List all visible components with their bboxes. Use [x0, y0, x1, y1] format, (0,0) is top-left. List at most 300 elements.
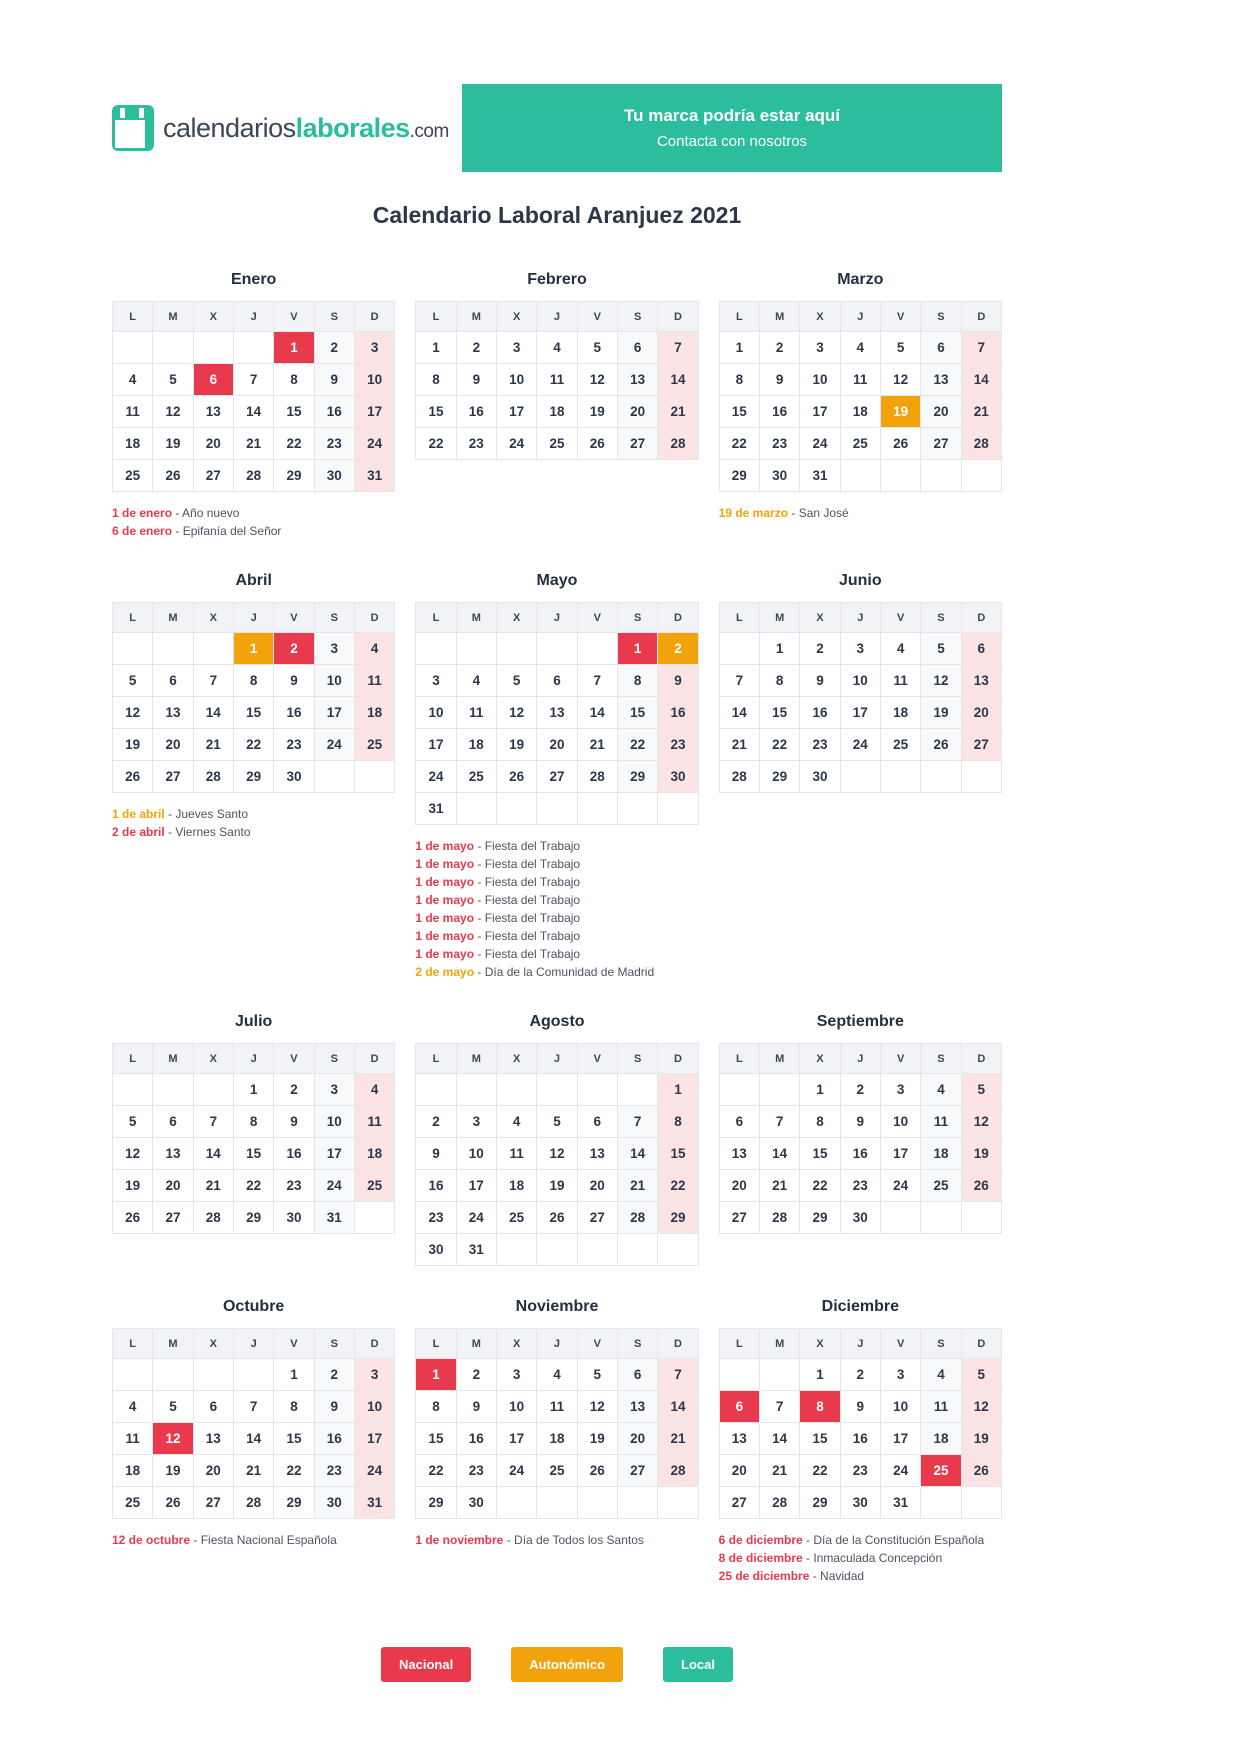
- day-cell-septiembre-26: 26: [961, 1170, 1001, 1202]
- day-cell-enero-7: 7: [233, 364, 273, 396]
- day-cell-enero-24: 24: [354, 428, 394, 460]
- day-cell-junio-23: 23: [800, 729, 840, 761]
- holiday-date: 1 de mayo: [415, 839, 475, 853]
- day-cell-mayo-22: 22: [617, 729, 657, 761]
- day-cell-julio-15: 15: [233, 1138, 273, 1170]
- holiday-date: 2 de abril: [112, 825, 165, 839]
- day-cell-febrero-1: 1: [416, 332, 456, 364]
- day-cell-diciembre-20: 20: [719, 1455, 759, 1487]
- day-cell-abril-11: 11: [354, 665, 394, 697]
- day-cell-empty: [961, 1202, 1001, 1234]
- weekday-header: X: [193, 603, 233, 633]
- day-cell-octubre-13: 13: [193, 1423, 233, 1455]
- day-cell-febrero-27: 27: [617, 428, 657, 460]
- day-cell-mayo-21: 21: [577, 729, 617, 761]
- day-cell-marzo-4: 4: [840, 332, 880, 364]
- day-cell-agosto-31: 31: [456, 1234, 496, 1266]
- weekday-header: J: [840, 603, 880, 633]
- holiday-note: 12 de octubre - Fiesta Nacional Española: [112, 1533, 337, 1547]
- day-cell-febrero-23: 23: [456, 428, 496, 460]
- day-cell-marzo-31: 31: [800, 460, 840, 492]
- weekday-header: X: [800, 302, 840, 332]
- weekday-header: D: [354, 1044, 394, 1074]
- day-cell-diciembre-6: 6: [719, 1391, 759, 1423]
- day-cell-marzo-8: 8: [719, 364, 759, 396]
- day-cell-empty: [193, 332, 233, 364]
- weekday-header: L: [113, 302, 153, 332]
- holiday-date: 2 de mayo: [415, 965, 475, 979]
- day-cell-abril-21: 21: [193, 729, 233, 761]
- day-cell-enero-25: 25: [113, 460, 153, 492]
- day-cell-julio-1: 1: [233, 1074, 273, 1106]
- day-cell-empty: [759, 1074, 799, 1106]
- day-cell-julio-20: 20: [153, 1170, 193, 1202]
- day-cell-marzo-30: 30: [759, 460, 799, 492]
- day-cell-octubre-5: 5: [153, 1391, 193, 1423]
- day-cell-empty: [233, 1359, 273, 1391]
- weekday-header: L: [416, 1044, 456, 1074]
- weekday-header: L: [719, 1044, 759, 1074]
- day-cell-julio-3: 3: [314, 1074, 354, 1106]
- day-cell-mayo-16: 16: [658, 697, 698, 729]
- day-cell-octubre-1: 1: [274, 1359, 314, 1391]
- day-cell-noviembre-22: 22: [416, 1455, 456, 1487]
- day-cell-junio-25: 25: [880, 729, 920, 761]
- day-cell-septiembre-21: 21: [759, 1170, 799, 1202]
- weekday-header: V: [577, 302, 617, 332]
- day-cell-agosto-27: 27: [577, 1202, 617, 1234]
- weekday-header: X: [496, 603, 536, 633]
- day-cell-diciembre-5: 5: [961, 1359, 1001, 1391]
- day-cell-abril-17: 17: [314, 697, 354, 729]
- day-cell-julio-14: 14: [193, 1138, 233, 1170]
- month-title-enero: Enero: [230, 271, 277, 288]
- day-cell-febrero-13: 13: [617, 364, 657, 396]
- day-cell-abril-3: 3: [314, 633, 354, 665]
- day-cell-agosto-11: 11: [496, 1138, 536, 1170]
- day-cell-enero-1: 1: [274, 332, 314, 364]
- day-cell-junio-18: 18: [880, 697, 920, 729]
- day-cell-junio-5: 5: [921, 633, 961, 665]
- day-cell-abril-29: 29: [233, 761, 273, 793]
- day-cell-marzo-3: 3: [800, 332, 840, 364]
- weekday-header: J: [233, 603, 273, 633]
- weekday-header: J: [537, 1329, 577, 1359]
- day-cell-noviembre-6: 6: [617, 1359, 657, 1391]
- day-cell-octubre-25: 25: [113, 1487, 153, 1519]
- calendar-table-agosto: [415, 1043, 698, 1266]
- month-title-noviembre: Noviembre: [515, 1298, 599, 1315]
- day-cell-noviembre-24: 24: [496, 1455, 536, 1487]
- day-cell-septiembre-10: 10: [880, 1106, 920, 1138]
- ad-banner-headline: Tu marca podría estar aquí: [623, 106, 841, 125]
- weekday-header: M: [456, 603, 496, 633]
- day-cell-enero-4: 4: [113, 364, 153, 396]
- day-cell-diciembre-4: 4: [921, 1359, 961, 1391]
- day-cell-marzo-11: 11: [840, 364, 880, 396]
- logo-part-calendarios: calendarios: [163, 112, 296, 143]
- day-cell-agosto-26: 26: [537, 1202, 577, 1234]
- holiday-notes-diciembre: [719, 1531, 1002, 1585]
- day-cell-empty: [113, 1359, 153, 1391]
- weekday-header: S: [617, 603, 657, 633]
- calendar-icon: [112, 105, 154, 151]
- day-cell-empty: [617, 793, 657, 825]
- weekday-header: D: [354, 302, 394, 332]
- day-cell-mayo-5: 5: [496, 665, 536, 697]
- weekday-header: D: [961, 603, 1001, 633]
- day-cell-empty: [658, 1487, 698, 1519]
- weekday-header: J: [233, 302, 273, 332]
- holiday-note: 1 de mayo - Fiesta del Trabajo: [415, 929, 581, 943]
- day-cell-marzo-2: 2: [759, 332, 799, 364]
- holiday-note: 1 de enero - Año nuevo: [112, 506, 240, 520]
- holiday-date: 1 de mayo: [415, 875, 475, 889]
- day-cell-noviembre-14: 14: [658, 1391, 698, 1423]
- day-cell-mayo-31: 31: [416, 793, 456, 825]
- day-cell-abril-9: 9: [274, 665, 314, 697]
- day-cell-octubre-26: 26: [153, 1487, 193, 1519]
- month-title-mayo: Mayo: [536, 572, 578, 589]
- day-cell-mayo-30: 30: [658, 761, 698, 793]
- day-cell-noviembre-3: 3: [496, 1359, 536, 1391]
- weekday-header: L: [113, 1044, 153, 1074]
- day-cell-diciembre-1: 1: [800, 1359, 840, 1391]
- month-agosto: [415, 1013, 698, 1266]
- day-cell-marzo-16: 16: [759, 396, 799, 428]
- day-cell-septiembre-20: 20: [719, 1170, 759, 1202]
- day-cell-diciembre-18: 18: [921, 1423, 961, 1455]
- day-cell-marzo-29: 29: [719, 460, 759, 492]
- weekday-header: X: [496, 1329, 536, 1359]
- month-diciembre: [719, 1298, 1002, 1585]
- weekday-header: D: [658, 1044, 698, 1074]
- day-cell-octubre-3: 3: [354, 1359, 394, 1391]
- weekday-header: S: [921, 603, 961, 633]
- holiday-note: 1 de noviembre - Día de Todos los Santos: [415, 1533, 644, 1547]
- day-cell-agosto-24: 24: [456, 1202, 496, 1234]
- day-cell-octubre-15: 15: [274, 1423, 314, 1455]
- day-cell-abril-1: 1: [233, 633, 273, 665]
- day-cell-mayo-12: 12: [496, 697, 536, 729]
- weekday-header: S: [617, 1044, 657, 1074]
- day-cell-enero-16: 16: [314, 396, 354, 428]
- weekday-header: D: [658, 1329, 698, 1359]
- day-cell-enero-30: 30: [314, 460, 354, 492]
- day-cell-febrero-12: 12: [577, 364, 617, 396]
- weekday-header: L: [719, 1329, 759, 1359]
- day-cell-empty: [537, 793, 577, 825]
- day-cell-octubre-17: 17: [354, 1423, 394, 1455]
- holiday-note: 19 de marzo - San José: [718, 506, 849, 520]
- holiday-notes-octubre: [112, 1531, 395, 1549]
- day-cell-mayo-9: 9: [658, 665, 698, 697]
- day-cell-junio-16: 16: [800, 697, 840, 729]
- day-cell-noviembre-30: 30: [456, 1487, 496, 1519]
- day-cell-febrero-10: 10: [496, 364, 536, 396]
- day-cell-agosto-1: 1: [658, 1074, 698, 1106]
- holiday-note: 1 de abril - Jueves Santo: [112, 807, 249, 821]
- weekday-header: X: [800, 1329, 840, 1359]
- day-cell-septiembre-18: 18: [921, 1138, 961, 1170]
- day-cell-empty: [719, 1074, 759, 1106]
- day-cell-mayo-13: 13: [537, 697, 577, 729]
- holiday-date: 1 de mayo: [415, 911, 475, 925]
- weekday-header: X: [800, 603, 840, 633]
- day-cell-abril-19: 19: [113, 729, 153, 761]
- weekday-header: J: [233, 1329, 273, 1359]
- day-cell-agosto-3: 3: [456, 1106, 496, 1138]
- day-cell-noviembre-29: 29: [416, 1487, 456, 1519]
- calendar-table-junio: [719, 602, 1002, 793]
- day-cell-enero-15: 15: [274, 396, 314, 428]
- day-cell-junio-13: 13: [961, 665, 1001, 697]
- day-cell-diciembre-16: 16: [840, 1423, 880, 1455]
- day-cell-noviembre-16: 16: [456, 1423, 496, 1455]
- day-cell-empty: [496, 633, 536, 665]
- day-cell-junio-9: 9: [800, 665, 840, 697]
- day-cell-marzo-7: 7: [961, 332, 1001, 364]
- day-cell-noviembre-20: 20: [617, 1423, 657, 1455]
- month-title-agosto: Agosto: [529, 1013, 585, 1030]
- day-cell-septiembre-3: 3: [880, 1074, 920, 1106]
- holiday-note: 1 de mayo - Fiesta del Trabajo: [415, 839, 581, 853]
- weekday-header: L: [719, 302, 759, 332]
- weekday-header: S: [921, 302, 961, 332]
- day-cell-empty: [496, 793, 536, 825]
- day-cell-marzo-14: 14: [961, 364, 1001, 396]
- day-cell-empty: [719, 1359, 759, 1391]
- day-cell-diciembre-14: 14: [759, 1423, 799, 1455]
- calendar-table-septiembre: [719, 1043, 1002, 1234]
- day-cell-noviembre-9: 9: [456, 1391, 496, 1423]
- calendar-table-febrero: [415, 301, 698, 460]
- legend-button-autonomico[interactable]: Autonómico: [511, 1647, 623, 1682]
- day-cell-abril-27: 27: [153, 761, 193, 793]
- day-cell-abril-14: 14: [193, 697, 233, 729]
- day-cell-empty: [577, 793, 617, 825]
- day-cell-diciembre-10: 10: [880, 1391, 920, 1423]
- day-cell-diciembre-13: 13: [719, 1423, 759, 1455]
- holiday-note: 1 de mayo - Fiesta del Trabajo: [415, 893, 581, 907]
- day-cell-marzo-9: 9: [759, 364, 799, 396]
- day-cell-diciembre-2: 2: [840, 1359, 880, 1391]
- day-cell-enero-22: 22: [274, 428, 314, 460]
- holiday-date: 1 de abril: [112, 807, 165, 821]
- day-cell-marzo-13: 13: [921, 364, 961, 396]
- day-cell-febrero-26: 26: [577, 428, 617, 460]
- day-cell-septiembre-1: 1: [800, 1074, 840, 1106]
- calendar-table-enero: [112, 301, 395, 492]
- day-cell-julio-31: 31: [314, 1202, 354, 1234]
- day-cell-mayo-8: 8: [617, 665, 657, 697]
- day-cell-diciembre-12: 12: [961, 1391, 1001, 1423]
- holiday-date: 1 de mayo: [415, 929, 475, 943]
- day-cell-abril-23: 23: [274, 729, 314, 761]
- day-cell-febrero-17: 17: [496, 396, 536, 428]
- day-cell-septiembre-19: 19: [961, 1138, 1001, 1170]
- day-cell-marzo-15: 15: [719, 396, 759, 428]
- day-cell-empty: [617, 1234, 657, 1266]
- holiday-date: 6 de enero: [112, 524, 173, 538]
- month-title-marzo: Marzo: [837, 271, 884, 288]
- day-cell-mayo-28: 28: [577, 761, 617, 793]
- day-cell-marzo-5: 5: [880, 332, 920, 364]
- day-cell-enero-27: 27: [193, 460, 233, 492]
- day-cell-febrero-8: 8: [416, 364, 456, 396]
- day-cell-septiembre-29: 29: [800, 1202, 840, 1234]
- day-cell-julio-12: 12: [113, 1138, 153, 1170]
- day-cell-abril-30: 30: [274, 761, 314, 793]
- day-cell-abril-12: 12: [113, 697, 153, 729]
- day-cell-enero-18: 18: [113, 428, 153, 460]
- ad-banner[interactable]: [462, 84, 1002, 172]
- day-cell-junio-28: 28: [719, 761, 759, 793]
- day-cell-febrero-20: 20: [617, 396, 657, 428]
- day-cell-junio-12: 12: [921, 665, 961, 697]
- legend-button-nacional[interactable]: Nacional: [381, 1647, 471, 1682]
- day-cell-empty: [921, 761, 961, 793]
- day-cell-octubre-28: 28: [233, 1487, 273, 1519]
- weekday-header: D: [961, 1329, 1001, 1359]
- day-cell-empty: [537, 1487, 577, 1519]
- day-cell-noviembre-4: 4: [537, 1359, 577, 1391]
- day-cell-empty: [921, 460, 961, 492]
- day-cell-noviembre-23: 23: [456, 1455, 496, 1487]
- day-cell-mayo-10: 10: [416, 697, 456, 729]
- day-cell-julio-19: 19: [113, 1170, 153, 1202]
- day-cell-julio-7: 7: [193, 1106, 233, 1138]
- day-cell-febrero-19: 19: [577, 396, 617, 428]
- month-octubre: [112, 1298, 395, 1585]
- day-cell-octubre-29: 29: [274, 1487, 314, 1519]
- day-cell-junio-7: 7: [719, 665, 759, 697]
- day-cell-marzo-28: 28: [961, 428, 1001, 460]
- day-cell-empty: [496, 1487, 536, 1519]
- weekday-header: J: [537, 603, 577, 633]
- day-cell-abril-2: 2: [274, 633, 314, 665]
- day-cell-mayo-27: 27: [537, 761, 577, 793]
- day-cell-septiembre-27: 27: [719, 1202, 759, 1234]
- day-cell-agosto-5: 5: [537, 1106, 577, 1138]
- day-cell-julio-24: 24: [314, 1170, 354, 1202]
- site-logo[interactable]: [112, 84, 462, 172]
- weekday-header: M: [456, 302, 496, 332]
- header: [112, 84, 1002, 172]
- day-cell-octubre-21: 21: [233, 1455, 273, 1487]
- legend-button-local[interactable]: Local: [663, 1647, 733, 1682]
- page-container: [112, 0, 1002, 1742]
- day-cell-diciembre-11: 11: [921, 1391, 961, 1423]
- day-cell-enero-13: 13: [193, 396, 233, 428]
- weekday-header: L: [416, 302, 456, 332]
- day-cell-septiembre-13: 13: [719, 1138, 759, 1170]
- day-cell-agosto-12: 12: [537, 1138, 577, 1170]
- day-cell-abril-5: 5: [113, 665, 153, 697]
- day-cell-empty: [880, 460, 920, 492]
- ad-banner-contact-link[interactable]: Contacta con nosotros: [656, 133, 808, 150]
- day-cell-febrero-15: 15: [416, 396, 456, 428]
- day-cell-septiembre-7: 7: [759, 1106, 799, 1138]
- day-cell-diciembre-25: 25: [921, 1455, 961, 1487]
- holiday-note: 1 de mayo - Fiesta del Trabajo: [415, 875, 581, 889]
- day-cell-octubre-20: 20: [193, 1455, 233, 1487]
- weekday-header: D: [961, 1044, 1001, 1074]
- day-cell-noviembre-8: 8: [416, 1391, 456, 1423]
- day-cell-julio-4: 4: [354, 1074, 394, 1106]
- day-cell-febrero-5: 5: [577, 332, 617, 364]
- day-cell-empty: [577, 633, 617, 665]
- day-cell-agosto-10: 10: [456, 1138, 496, 1170]
- day-cell-empty: [719, 633, 759, 665]
- day-cell-julio-30: 30: [274, 1202, 314, 1234]
- weekday-header: S: [921, 1044, 961, 1074]
- day-cell-mayo-4: 4: [456, 665, 496, 697]
- day-cell-agosto-7: 7: [617, 1106, 657, 1138]
- day-cell-empty: [577, 1074, 617, 1106]
- day-cell-septiembre-6: 6: [719, 1106, 759, 1138]
- day-cell-diciembre-27: 27: [719, 1487, 759, 1519]
- day-cell-noviembre-25: 25: [537, 1455, 577, 1487]
- month-septiembre: [719, 1013, 1002, 1266]
- day-cell-julio-10: 10: [314, 1106, 354, 1138]
- day-cell-empty: [153, 1359, 193, 1391]
- day-cell-mayo-25: 25: [456, 761, 496, 793]
- day-cell-noviembre-19: 19: [577, 1423, 617, 1455]
- day-cell-julio-2: 2: [274, 1074, 314, 1106]
- day-cell-empty: [456, 633, 496, 665]
- day-cell-marzo-18: 18: [840, 396, 880, 428]
- day-cell-agosto-6: 6: [577, 1106, 617, 1138]
- day-cell-noviembre-7: 7: [658, 1359, 698, 1391]
- day-cell-noviembre-21: 21: [658, 1423, 698, 1455]
- day-cell-empty: [658, 1234, 698, 1266]
- day-cell-octubre-19: 19: [153, 1455, 193, 1487]
- holiday-date: 1 de enero: [112, 506, 173, 520]
- day-cell-mayo-18: 18: [456, 729, 496, 761]
- day-cell-empty: [537, 1234, 577, 1266]
- day-cell-octubre-30: 30: [314, 1487, 354, 1519]
- holiday-note: 6 de enero - Epifanía del Señor: [112, 524, 282, 538]
- holiday-note: 1 de mayo - Fiesta del Trabajo: [415, 947, 581, 961]
- day-cell-enero-11: 11: [113, 396, 153, 428]
- holiday-note: 8 de diciembre - Inmaculada Concepción: [718, 1551, 943, 1565]
- weekday-header: S: [314, 603, 354, 633]
- day-cell-empty: [496, 1234, 536, 1266]
- day-cell-octubre-9: 9: [314, 1391, 354, 1423]
- day-cell-empty: [537, 1074, 577, 1106]
- calendar-table-abril: [112, 602, 395, 793]
- day-cell-diciembre-29: 29: [800, 1487, 840, 1519]
- day-cell-mayo-6: 6: [537, 665, 577, 697]
- day-cell-febrero-21: 21: [658, 396, 698, 428]
- weekday-header: V: [880, 1044, 920, 1074]
- day-cell-julio-29: 29: [233, 1202, 273, 1234]
- day-cell-marzo-24: 24: [800, 428, 840, 460]
- weekday-header: M: [759, 302, 799, 332]
- weekday-header: X: [496, 1044, 536, 1074]
- month-julio: [112, 1013, 395, 1266]
- day-cell-marzo-17: 17: [800, 396, 840, 428]
- day-cell-octubre-11: 11: [113, 1423, 153, 1455]
- day-cell-febrero-14: 14: [658, 364, 698, 396]
- holiday-note: 25 de diciembre - Navidad: [718, 1569, 865, 1583]
- day-cell-agosto-16: 16: [416, 1170, 456, 1202]
- day-cell-marzo-21: 21: [961, 396, 1001, 428]
- day-cell-enero-6: 6: [193, 364, 233, 396]
- day-cell-enero-3: 3: [354, 332, 394, 364]
- day-cell-marzo-1: 1: [719, 332, 759, 364]
